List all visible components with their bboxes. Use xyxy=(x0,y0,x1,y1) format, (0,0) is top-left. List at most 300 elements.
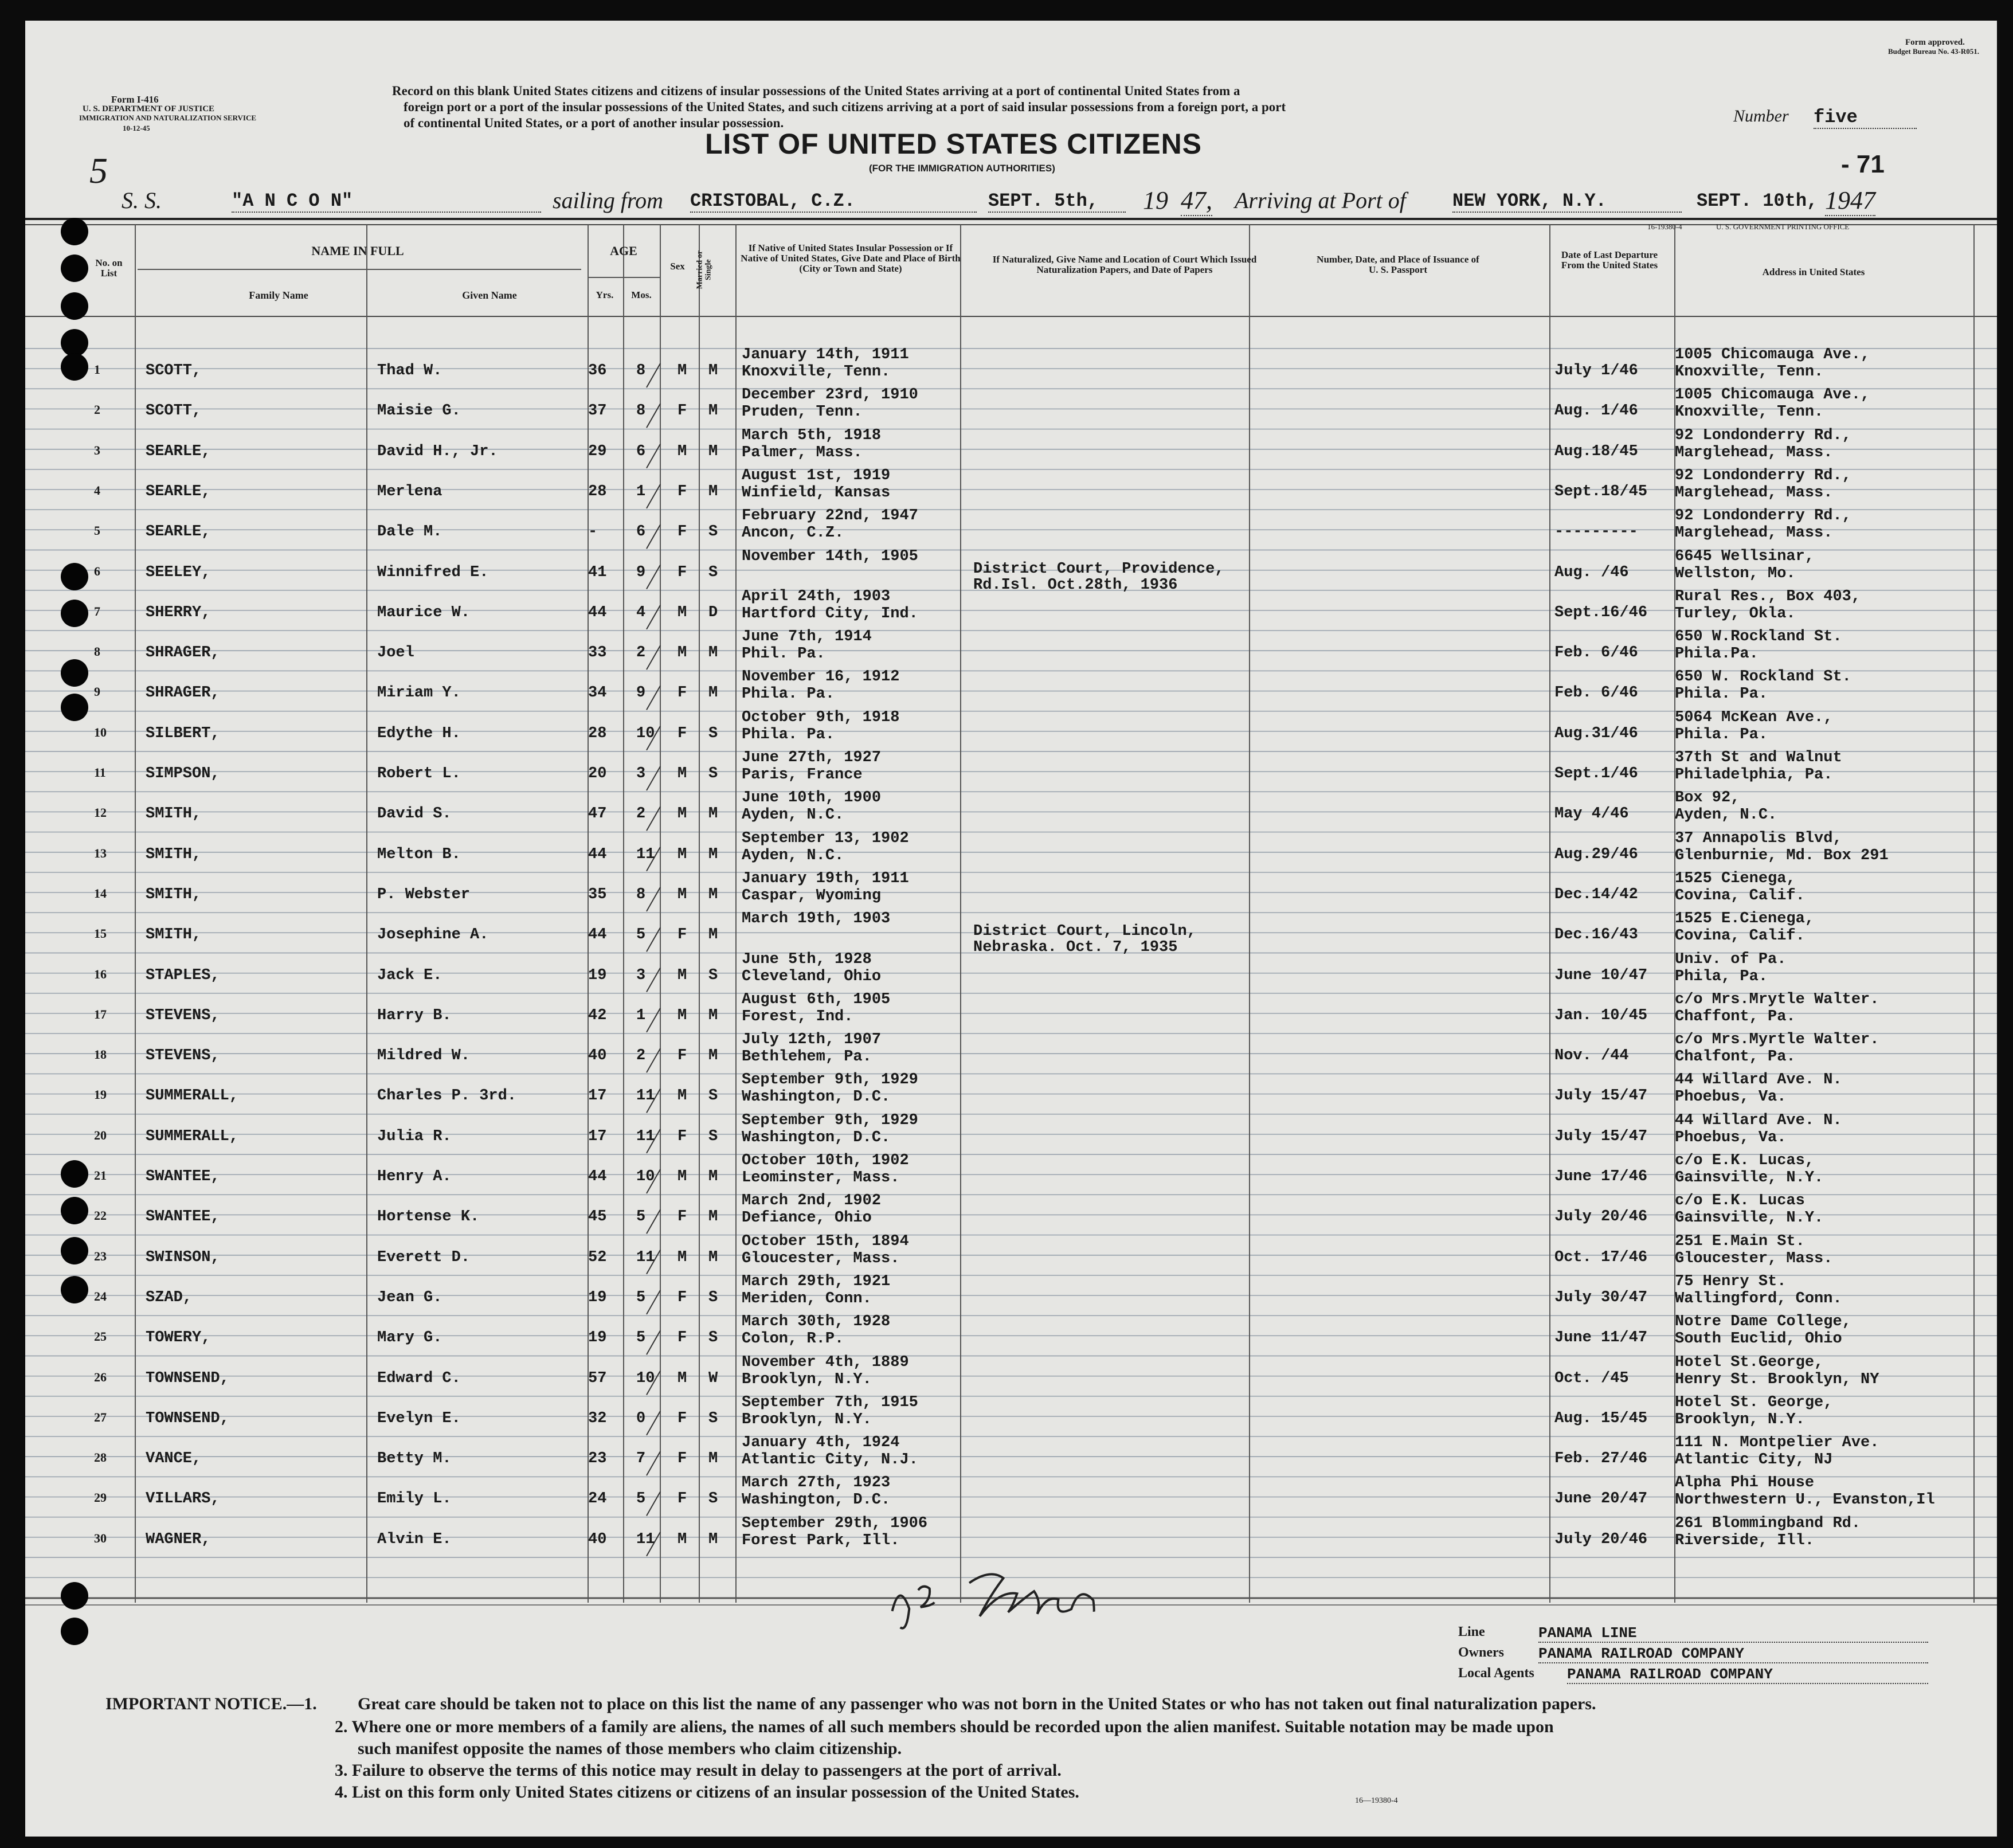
cell-birth-line-1: September 9th, 1929 xyxy=(742,1111,918,1129)
cell-ms: S xyxy=(708,1289,718,1306)
cell-addr-line-1: 1525 Cienega, xyxy=(1675,870,1796,887)
cell-dep: Aug.29/46 xyxy=(1554,845,1638,863)
notice-2a: 2. Where one or more members of a family are aliens, the names of all such members should be recorded upon the alien manifest. Suitable notation may be made upon xyxy=(335,1717,1554,1736)
table-row xyxy=(25,1275,1997,1315)
cell-sex: M xyxy=(677,362,687,379)
cell-birth-line-1: March 5th, 1918 xyxy=(742,426,882,444)
instructions-line-1: Record on this blank United States citizens and citizens of insular possessions of the United States arriving at a port of continental United States from a xyxy=(392,84,1240,98)
gpo-label: U. S. GOVERNMENT PRINTING OFFICE xyxy=(1716,222,1850,231)
cell-given: Jean G. xyxy=(377,1289,442,1306)
cell-dep: June 10/47 xyxy=(1554,966,1648,984)
cell-addr-line-1: Rural Res., Box 403, xyxy=(1675,588,1861,605)
cell-mos: 5 xyxy=(636,926,646,944)
cell-given: Jack E. xyxy=(377,966,442,984)
table-row xyxy=(25,872,1997,913)
header-age: AGE xyxy=(610,244,637,258)
cell-family: SMITH, xyxy=(146,886,202,903)
cell-no: 12 xyxy=(94,805,107,820)
cell-family: SUMMERALL, xyxy=(146,1087,239,1105)
cell-mos: 8 xyxy=(636,402,646,420)
cell-addr-line-2: Glenburnie, Md. Box 291 xyxy=(1675,847,1889,864)
cell-family: SZAD, xyxy=(146,1289,193,1306)
cell-birth-line-1: November 16, 1912 xyxy=(742,668,900,686)
table-row xyxy=(25,910,1997,957)
cell-yrs: 23 xyxy=(588,1450,607,1468)
cell-no: 21 xyxy=(94,1168,107,1183)
cell-mos: 3 xyxy=(636,966,646,984)
owners-label: Owners xyxy=(1458,1645,1504,1660)
cell-no: 9 xyxy=(94,684,100,699)
cell-sex: F xyxy=(677,563,687,581)
cell-yrs: 33 xyxy=(588,644,607,662)
header-address: Address in United States xyxy=(1762,267,1865,277)
cell-addr-line-2: Atlantic City, NJ xyxy=(1675,1451,1833,1469)
cell-addr-line-1: 92 Londonderry Rd., xyxy=(1675,426,1851,444)
cell-yrs: 44 xyxy=(588,604,607,621)
table-row xyxy=(25,1474,1997,1517)
cell-ms: S xyxy=(708,966,718,984)
cell-addr-line-1: Box 92, xyxy=(1675,789,1740,807)
cell-ms: S xyxy=(708,1490,718,1508)
line-label: Line xyxy=(1458,1624,1485,1639)
cell-birth-line-1: March 27th, 1923 xyxy=(742,1474,891,1492)
cell-sex: F xyxy=(677,1410,687,1427)
cell-sex: M xyxy=(677,604,687,621)
cell-ms: M xyxy=(708,1168,718,1185)
cell-mos: 7 xyxy=(636,1450,646,1468)
cell-birth-line-2: Brooklyn, N.Y. xyxy=(742,1411,872,1428)
cell-family: SWANTEE, xyxy=(146,1168,220,1185)
cell-no: 28 xyxy=(94,1450,107,1465)
agents-value: PANAMA RAILROAD COMPANY xyxy=(1567,1666,1928,1684)
cell-dep: Oct. 17/46 xyxy=(1554,1248,1648,1266)
cell-birth-line-1: January 14th, 1911 xyxy=(742,346,909,363)
header-family-name: Family Name xyxy=(249,289,308,301)
cell-dep: Jan. 10/45 xyxy=(1554,1007,1648,1024)
cell-addr-line-1: 251 E.Main St. xyxy=(1675,1232,1805,1250)
cell-birth-line-1: March 30th, 1928 xyxy=(742,1313,891,1331)
cell-birth-line-2: Phila. Pa. xyxy=(742,726,835,743)
cell-no: 17 xyxy=(94,1007,107,1021)
cell-no: 24 xyxy=(94,1289,107,1303)
cell-mos: 1 xyxy=(636,483,646,500)
table-row xyxy=(25,1232,1997,1275)
header-name-in-full: NAME IN FULL xyxy=(311,244,404,258)
cell-ms: M xyxy=(708,1450,718,1468)
punch-hole xyxy=(61,353,88,381)
cell-yrs: 37 xyxy=(588,402,607,420)
cell-birth-line-1: March 29th, 1921 xyxy=(742,1273,891,1290)
cell-birth-line-1: September 13, 1902 xyxy=(742,829,909,847)
cell-addr-line-1: 37 Annapolis Blvd, xyxy=(1675,829,1842,847)
cell-ms: S xyxy=(708,1127,718,1145)
punch-hole xyxy=(61,1618,88,1645)
cell-sex: M xyxy=(677,765,687,782)
cell-birth-line-2: Washington, D.C. xyxy=(742,1089,891,1106)
cell-dep: July 15/47 xyxy=(1554,1087,1648,1105)
cell-sex: M xyxy=(677,443,687,460)
cell-addr-line-1: 37th St and Walnut xyxy=(1675,749,1842,766)
cell-birth-line-2: Palmer, Mass. xyxy=(742,444,863,461)
cell-family: STEVENS, xyxy=(146,1047,220,1065)
cell-sex: M xyxy=(677,1087,687,1105)
punch-hole xyxy=(61,694,88,721)
cell-dep: July 20/46 xyxy=(1554,1530,1648,1548)
cell-birth-line-2: Hartford City, Ind. xyxy=(742,605,918,622)
cell-birth-line-2: Paris, France xyxy=(742,766,863,784)
cell-birth-line-2: Ayden, N.C. xyxy=(742,847,844,864)
cell-birth-line-1: December 23rd, 1910 xyxy=(742,386,918,404)
cell-yrs: 44 xyxy=(588,845,607,863)
cell-family: SMITH, xyxy=(146,845,202,863)
cell-ms: M xyxy=(708,443,718,460)
cell-addr-line-2: Phila, Pa. xyxy=(1675,968,1768,985)
table-row xyxy=(25,346,1997,389)
table-row xyxy=(25,547,1997,594)
cell-mos: 9 xyxy=(636,684,646,702)
year-suffix: 47, xyxy=(1181,186,1212,216)
cell-addr-line-1: 261 Blommingband Rd. xyxy=(1675,1514,1861,1532)
table-row xyxy=(25,590,1997,631)
cell-mos: 1 xyxy=(636,1007,646,1024)
cell-family: TOWNSEND, xyxy=(146,1410,229,1427)
cell-birth-line-2: Meriden, Conn. xyxy=(742,1290,872,1307)
cell-given: Josephine A. xyxy=(377,926,489,944)
arrival-port: NEW YORK, N.Y. xyxy=(1452,190,1682,213)
header-married-or-single: Married or Single xyxy=(695,250,712,289)
cell-birth-line-1: January 4th, 1924 xyxy=(742,1434,900,1452)
header-passport: Number, Date, and Place of Issuance of U. S. Passport xyxy=(1317,254,1479,275)
cell-no: 20 xyxy=(94,1127,107,1142)
cell-addr-line-2: Gainsville, N.Y. xyxy=(1675,1169,1824,1187)
cell-given: David H., Jr. xyxy=(377,443,498,460)
cell-given: Melton B. xyxy=(377,845,461,863)
cell-birth-line-2: Ancon, C.Z. xyxy=(742,524,844,542)
cell-addr-line-2: Knoxville, Tenn. xyxy=(1675,363,1824,381)
cell-mos: 5 xyxy=(636,1490,646,1508)
cell-no: 10 xyxy=(94,725,107,739)
cell-birth-line-1: August 6th, 1905 xyxy=(742,990,891,1008)
cell-sex: M xyxy=(677,1168,687,1185)
cell-birth-line-1: September 9th, 1929 xyxy=(742,1071,918,1089)
cell-yrs: 19 xyxy=(588,1289,607,1306)
cell-ms: M xyxy=(708,483,718,500)
cell-sex: F xyxy=(677,1289,687,1306)
cell-sex: F xyxy=(677,483,687,500)
cell-addr-line-2: Knoxville, Tenn. xyxy=(1675,404,1824,421)
punch-hole xyxy=(61,292,88,320)
cell-given: Betty M. xyxy=(377,1450,452,1468)
cell-given: Miriam Y. xyxy=(377,684,461,702)
cell-dep: Feb. 6/46 xyxy=(1554,684,1638,702)
cell-birth-line-1: August 1st, 1919 xyxy=(742,467,891,484)
cell-addr-line-2: Covina, Calif. xyxy=(1675,887,1805,905)
cell-birth-line-1: March 2nd, 1902 xyxy=(742,1192,882,1210)
cell-no: 30 xyxy=(94,1530,107,1545)
cell-family: SILBERT, xyxy=(146,725,220,742)
cell-dep: Aug. /46 xyxy=(1554,563,1629,581)
table-row xyxy=(25,708,1997,751)
cell-yrs: 19 xyxy=(588,966,607,984)
cell-birth-line-1: November 14th, 1905 xyxy=(742,547,918,565)
cell-ms: S xyxy=(708,1087,718,1105)
instructions-line-2: foreign port or a port of the insular possessions of the United States, and such citizens arriving at a port of said insular possessions from a foreign port, a port xyxy=(404,100,1286,114)
cell-sex: M xyxy=(677,1369,687,1387)
table-row xyxy=(25,668,1997,711)
cell-addr-line-1: c/o Mrs.Mrytle Walter. xyxy=(1675,990,1879,1008)
cell-no: 29 xyxy=(94,1490,107,1505)
header-no-on-list: No. on List xyxy=(95,257,123,279)
cell-addr-line-1: 44 Willard Ave. N. xyxy=(1675,1111,1842,1129)
cell-ms: D xyxy=(708,604,718,621)
cell-family: SEELEY, xyxy=(146,563,211,581)
cell-dep: June 20/47 xyxy=(1554,1490,1648,1508)
cell-addr-line-1: c/o E.K. Lucas xyxy=(1675,1192,1805,1210)
cell-yrs: 42 xyxy=(588,1007,607,1024)
cell-ms: M xyxy=(708,1248,718,1266)
table-row xyxy=(25,990,1997,1033)
cell-birth-line-2: Caspar, Wyoming xyxy=(742,887,882,905)
cell-no: 18 xyxy=(94,1047,107,1062)
cell-birth-line-2: Phila. Pa. xyxy=(742,686,835,703)
cell-no: 5 xyxy=(94,523,100,538)
cell-nat-line-2: Nebraska. Oct. 7, 1935 xyxy=(973,939,1178,957)
cell-family: STAPLES, xyxy=(146,966,220,984)
cell-yrs: 28 xyxy=(588,483,607,500)
punch-hole xyxy=(61,659,88,687)
cell-yrs: 20 xyxy=(588,765,607,782)
cell-birth-line-2: Forest Park, Ill. xyxy=(742,1532,900,1549)
cell-ms: W xyxy=(708,1369,718,1387)
cell-dep: Aug.31/46 xyxy=(1554,725,1638,742)
cell-given: Mildred W. xyxy=(377,1047,471,1065)
table-row xyxy=(25,789,1997,832)
cell-addr-line-2: South Euclid, Ohio xyxy=(1675,1330,1842,1348)
cell-sex: F xyxy=(677,1329,687,1347)
cell-birth-line-2: Leominster, Mass. xyxy=(742,1169,900,1187)
cell-ms: M xyxy=(708,402,718,420)
cell-given: Henry A. xyxy=(377,1168,452,1185)
bottom-code: 16—19380-4 xyxy=(1355,1796,1398,1805)
cell-addr-line-2: Gainsville, N.Y. xyxy=(1675,1209,1824,1227)
cell-sex: F xyxy=(677,926,687,944)
cell-addr-line-1: 650 W.Rockland St. xyxy=(1675,628,1842,646)
cell-addr-line-2: Marglehead, Mass. xyxy=(1675,524,1833,542)
cell-family: VILLARS, xyxy=(146,1490,220,1508)
cell-given: Robert L. xyxy=(377,765,461,782)
cell-yrs: 19 xyxy=(588,1329,607,1347)
cell-birth-line-2: Atlantic City, N.J. xyxy=(742,1451,918,1469)
cell-family: SEARLE, xyxy=(146,443,211,460)
number-value: five xyxy=(1814,107,1917,129)
cell-family: SEARLE, xyxy=(146,483,211,500)
table-row xyxy=(25,1192,1997,1235)
cell-given: Julia R. xyxy=(377,1127,452,1145)
cell-addr-line-1: Notre Dame College, xyxy=(1675,1313,1851,1331)
cell-no: 23 xyxy=(94,1248,107,1263)
cell-birth-line-2: Washington, D.C. xyxy=(742,1491,891,1509)
cell-yrs: 44 xyxy=(588,1168,607,1185)
punch-hole xyxy=(61,600,88,627)
cell-yrs: 40 xyxy=(588,1530,607,1548)
cell-family: SMITH, xyxy=(146,926,202,944)
cell-dep: --------- xyxy=(1554,523,1638,541)
cell-no: 6 xyxy=(94,563,100,578)
cell-dep: Sept.1/46 xyxy=(1554,765,1638,782)
cell-sex: M xyxy=(677,805,687,823)
cell-yrs: 29 xyxy=(588,443,607,460)
owners-value: PANAMA RAILROAD COMPANY xyxy=(1538,1645,1928,1663)
cell-nat-line-2: Rd.Isl. Oct.28th, 1936 xyxy=(973,576,1178,594)
approved-line-2: Budget Bureau No. 43-R051. xyxy=(1888,47,1980,56)
cell-birth-line-2: Phil. Pa. xyxy=(742,645,825,663)
table-row xyxy=(25,1071,1997,1114)
cell-family: STEVENS, xyxy=(146,1007,220,1024)
approved-line-1: Form approved. xyxy=(1905,38,1965,47)
cell-sex: F xyxy=(677,1127,687,1145)
punch-hole xyxy=(61,1160,88,1188)
cell-sex: F xyxy=(677,1047,687,1065)
cell-addr-line-1: 1525 E.Cienega, xyxy=(1675,910,1815,928)
cell-addr-line-2: Gloucester, Mass. xyxy=(1675,1250,1833,1267)
cell-given: Dale M. xyxy=(377,523,442,541)
cell-birth-line-1: March 19th, 1903 xyxy=(742,910,891,928)
cell-dep: Aug. 1/46 xyxy=(1554,402,1638,420)
cell-no: 4 xyxy=(94,483,100,498)
from-port: CRISTOBAL, C.Z. xyxy=(690,190,977,213)
cell-no: 27 xyxy=(94,1410,107,1424)
cell-addr-line-1: 1005 Chicomauga Ave., xyxy=(1675,386,1870,404)
cell-dep: June 11/47 xyxy=(1554,1329,1648,1347)
cell-ms: M xyxy=(708,805,718,823)
cell-yrs: 52 xyxy=(588,1248,607,1266)
cell-addr-line-2: Ayden, N.C. xyxy=(1675,806,1777,824)
table-row xyxy=(25,1393,1997,1436)
table-row xyxy=(25,1111,1997,1154)
cell-birth-line-2: Winfield, Kansas xyxy=(742,484,891,502)
cell-addr-line-2: Riverside, Ill. xyxy=(1675,1532,1815,1549)
cell-mos: 5 xyxy=(636,1208,646,1226)
cell-family: SWANTEE, xyxy=(146,1208,220,1226)
cell-ms: M xyxy=(708,644,718,662)
cell-dep: Sept.16/46 xyxy=(1554,604,1648,621)
cell-birth-line-1: October 15th, 1894 xyxy=(742,1232,909,1250)
cell-birth-line-1: April 24th, 1903 xyxy=(742,588,891,605)
cell-mos: 9 xyxy=(636,563,646,581)
notice-3: 3. Failure to observe the terms of this notice may result in delay to passengers at the port of arrival. xyxy=(335,1761,1062,1780)
header-yrs: Yrs. xyxy=(596,289,614,300)
cell-sex: M xyxy=(677,845,687,863)
year-prefix: 19 xyxy=(1143,186,1168,214)
cell-ms: M xyxy=(708,1208,718,1226)
punch-hole xyxy=(61,255,88,282)
header-naturalized: If Naturalized, Give Name and Location of Court Which Issued Naturalization Papers, and Date of Papers xyxy=(992,254,1257,275)
cell-given: Winnifred E. xyxy=(377,563,489,581)
cell-dep: July 20/46 xyxy=(1554,1208,1648,1226)
cell-mos: 11 xyxy=(636,845,655,863)
cell-mos: 10 xyxy=(636,1369,655,1387)
cell-no: 14 xyxy=(94,886,107,900)
cell-ms: S xyxy=(708,1410,718,1427)
cell-yrs: 57 xyxy=(588,1369,607,1387)
table-row xyxy=(25,507,1997,550)
cell-given: Emily L. xyxy=(377,1490,452,1508)
notice-4: 4. List on this form only United States citizens or citizens of an insular possession of the United States. xyxy=(335,1783,1079,1802)
cell-dep: Dec.14/42 xyxy=(1554,886,1638,903)
table-row xyxy=(25,1315,1997,1356)
margin-mark: 5 xyxy=(89,150,108,191)
sail-date: SEPT. 5th, xyxy=(988,190,1126,213)
table-row xyxy=(25,829,1997,872)
cell-birth-line-1: September 29th, 1906 xyxy=(742,1514,928,1532)
cell-birth-line-1: June 27th, 1927 xyxy=(742,749,882,766)
cell-no: 8 xyxy=(94,644,100,659)
cell-mos: 6 xyxy=(636,523,646,541)
cell-no: 15 xyxy=(94,926,107,941)
cell-yrs: 35 xyxy=(588,886,607,903)
cell-addr-line-1: 650 W. Rockland St. xyxy=(1675,668,1851,686)
cell-birth-line-2: Washington, D.C. xyxy=(742,1129,891,1146)
table-row xyxy=(25,628,1997,671)
cell-ms: M xyxy=(708,684,718,702)
cell-addr-line-1: 5064 McKean Ave., xyxy=(1675,708,1833,726)
cell-no: 11 xyxy=(94,765,106,780)
cell-birth-line-2: Ayden, N.C. xyxy=(742,806,844,824)
cell-given: Harry B. xyxy=(377,1007,452,1024)
cell-dep: Dec.16/43 xyxy=(1554,926,1638,944)
cell-addr-line-2: Brooklyn, N.Y. xyxy=(1675,1411,1805,1428)
cell-birth-line-1: January 19th, 1911 xyxy=(742,870,909,887)
punch-hole xyxy=(61,1197,88,1224)
cell-given: Joel xyxy=(377,644,414,662)
cell-given: David S. xyxy=(377,805,452,823)
cell-sex: M xyxy=(677,644,687,662)
cell-mos: 3 xyxy=(636,765,646,782)
cell-dep: Sept.18/45 xyxy=(1554,483,1648,500)
cell-birth-line-1: October 9th, 1918 xyxy=(742,708,900,726)
cell-mos: 4 xyxy=(636,604,646,621)
cell-family: SHRAGER, xyxy=(146,644,220,662)
table-row xyxy=(25,1033,1997,1074)
cell-ms: S xyxy=(708,1329,718,1347)
cell-yrs: 40 xyxy=(588,1047,607,1065)
cell-birth-line-1: June 7th, 1914 xyxy=(742,628,872,646)
cell-mos: 2 xyxy=(636,1047,646,1065)
cell-given: Maisie G. xyxy=(377,402,461,420)
cell-mos: 6 xyxy=(636,443,646,460)
cell-ms: M xyxy=(708,362,718,379)
cell-yrs: 41 xyxy=(588,563,607,581)
cell-yrs: 17 xyxy=(588,1087,607,1105)
cell-sex: M xyxy=(677,886,687,903)
instructions-line-3: of continental United States, or a port of another insular possession. xyxy=(404,116,784,130)
cell-birth-line-2: Cleveland, Ohio xyxy=(742,968,882,985)
cell-addr-line-2: Turley, Okla. xyxy=(1675,605,1796,622)
cell-yrs: 32 xyxy=(588,1410,607,1427)
cell-mos: 11 xyxy=(636,1127,655,1145)
cell-no: 1 xyxy=(94,362,100,377)
cell-mos: 2 xyxy=(636,644,646,662)
cell-given: Edward C. xyxy=(377,1369,461,1387)
cell-ms: M xyxy=(708,1007,718,1024)
cell-dep: July 15/47 xyxy=(1554,1127,1648,1145)
service-label: IMMIGRATION AND NATURALIZATION SERVICE xyxy=(79,113,257,122)
cell-given: Alvin E. xyxy=(377,1530,452,1548)
cell-addr-line-2: Northwestern U., Evanston,Il xyxy=(1675,1491,1935,1509)
table-row xyxy=(25,1436,1997,1477)
punch-hole xyxy=(61,329,88,357)
ship-name: "A N C O N" xyxy=(232,190,541,213)
